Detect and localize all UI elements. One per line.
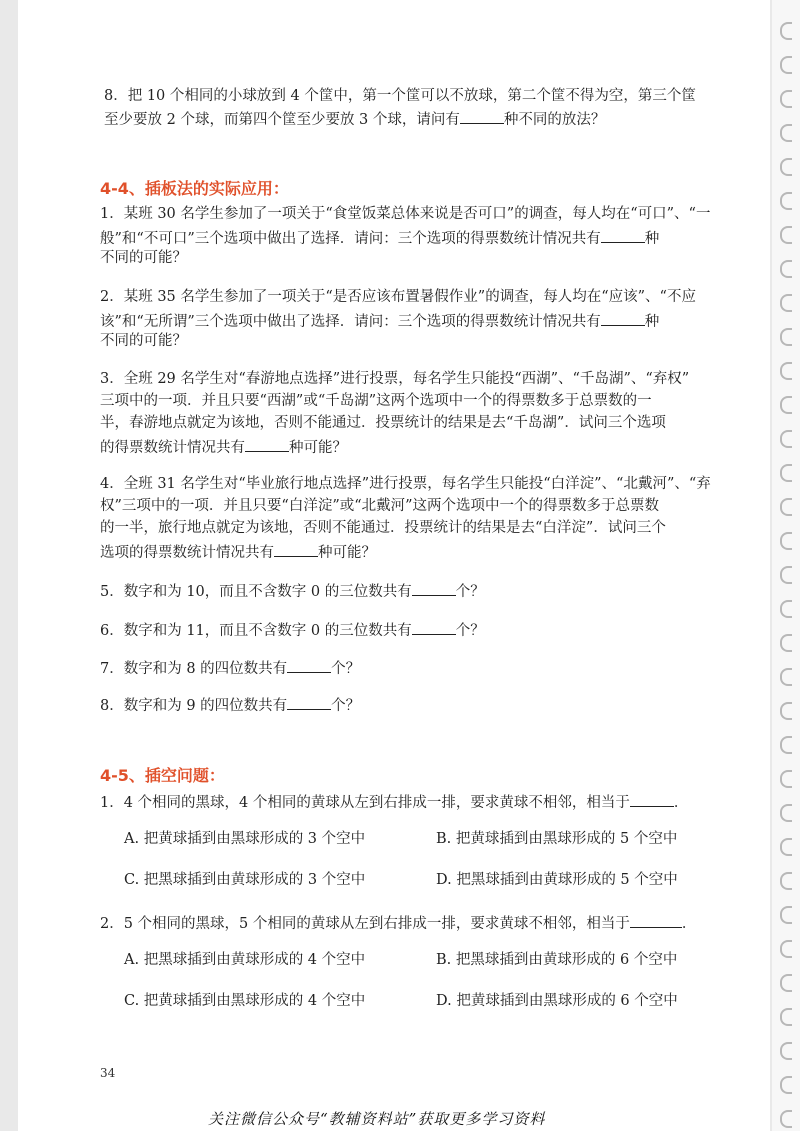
s44-q6: 6．数字和为 11，而且不含数字 0 的三位数共有 个？ [100, 623, 485, 639]
binding-ring [780, 634, 792, 652]
s45-q2-option-b[interactable]: B. 把黑球插到由黄球形成的 6 个空中 [436, 952, 678, 968]
binding-ring [780, 260, 792, 278]
s44-q1-line1: 1．某班 30 名学生参加了一项关于“食堂饭菜总体来说是否可口”的调查，每人均在“可口”、“一 [100, 206, 711, 222]
binding-ring [780, 1042, 792, 1060]
binding-ring [780, 736, 792, 754]
binding-ring [780, 906, 792, 924]
s45-q1-option-a[interactable]: A. 把黄球插到由黑球形成的 3 个空中 [124, 831, 366, 847]
s44-q2-line3: 不同的可能？ [100, 333, 187, 349]
s45-q2-option-c[interactable]: C. 把黄球插到由黑球形成的 4 个空中 [124, 993, 366, 1009]
s44-q4-line2: 权”三项中的一项．并且只要“白洋淀”或“北戴河”这两个选项中一个的得票数多于总票数 [100, 498, 660, 514]
s44-q7: 7．数字和为 8 的四位数共有 个？ [100, 661, 361, 677]
binding-ring [780, 158, 792, 176]
answer-blank[interactable] [287, 659, 331, 673]
binding-ring [780, 838, 792, 856]
binding-ring [780, 498, 792, 516]
binding-ring [780, 226, 792, 244]
s44-q2-line1: 2．某班 35 名学生参加了一项关于“是否应该布置暑假作业”的调查，每人均在“应该”、“不应 [100, 289, 696, 305]
binding-ring [780, 804, 792, 822]
binding-ring [780, 872, 792, 890]
binding-ring [780, 396, 792, 414]
s44-q1-line3: 不同的可能？ [100, 250, 187, 266]
binding-ring [780, 294, 792, 312]
binding-ring [780, 362, 792, 380]
binding-ring [780, 22, 792, 40]
binding-ring [780, 532, 792, 550]
s44-q3-line1: 3．全班 29 名学生对“春游地点选择”进行投票，每名学生只能投“西湖”、“千岛湖”、“弃权” [100, 371, 690, 387]
s45-q1-option-b[interactable]: B. 把黄球插到由黑球形成的 5 个空中 [436, 831, 678, 847]
s44-q5: 5．数字和为 10，而且不含数字 0 的三位数共有 个？ [100, 584, 485, 600]
binding-ring [780, 1076, 792, 1094]
s44-q8: 8．数字和为 9 的四位数共有 个？ [100, 698, 361, 714]
binding-ring [780, 974, 792, 992]
q8-line2: 至少要放 2 个球，而第四个筐至少要放 3 个球，请问有 种不同的放法？ [104, 112, 606, 128]
s45-q1-option-d[interactable]: D. 把黑球插到由黄球形成的 5 个空中 [436, 872, 678, 888]
s44-q4-line4: 选项的得票数统计情况共有 种可能？ [100, 545, 376, 561]
s44-q4-line3: 的一半，旅行地点就定为该地，否则不能通过．投票统计的结果是去“白洋淀”．试问三个 [100, 520, 666, 536]
s45-q1-stem: 1．4 个相同的黑球，4 个相同的黄球从左到右排成一排，要求黄球不相邻，相当于 ． [100, 795, 689, 811]
s45-q2-stem: 2．5 个相同的黑球，5 个相同的黄球从左到右排成一排，要求黄球不相邻，相当于 ． [100, 916, 697, 932]
answer-blank[interactable] [460, 110, 504, 124]
binding-ring [780, 566, 792, 584]
binding-ring [780, 600, 792, 618]
q8-line1: 8．把 10 个相同的小球放到 4 个筐中，第一个筐可以不放球，第二个筐不得为空，第三个筐 [104, 88, 696, 104]
page-number: 34 [100, 1066, 116, 1080]
footer-note: 关注微信公众号“教辅资料站”获取更多学习资料 [208, 1110, 546, 1128]
binding-ring [780, 328, 792, 346]
binding-ring [780, 1008, 792, 1026]
answer-blank[interactable] [630, 793, 674, 807]
answer-blank[interactable] [412, 582, 456, 596]
binding-rings [772, 0, 800, 1131]
answer-blank[interactable] [412, 621, 456, 635]
answer-blank[interactable] [630, 914, 682, 928]
answer-blank[interactable] [601, 312, 645, 326]
binding-ring [780, 464, 792, 482]
binding-ring [780, 702, 792, 720]
s44-q3-line3: 半，春游地点就定为该地，否则不能通过．投票统计的结果是去“千岛湖”．试问三个选项 [100, 415, 666, 431]
answer-blank[interactable] [245, 438, 289, 452]
binding-ring [780, 430, 792, 448]
binding-ring [780, 940, 792, 958]
binding-ring [780, 192, 792, 210]
binding-ring [780, 770, 792, 788]
binding-ring [780, 1110, 792, 1128]
answer-blank[interactable] [601, 229, 645, 243]
s44-q3-line4: 的得票数统计情况共有 种可能？ [100, 440, 347, 456]
binding-ring [780, 56, 792, 74]
binding-ring [780, 668, 792, 686]
binding-ring [780, 124, 792, 142]
answer-blank[interactable] [274, 543, 318, 557]
section-title-4-4: 4-4、插板法的实际应用： [100, 179, 289, 198]
s45-q2-option-a[interactable]: A. 把黑球插到由黄球形成的 4 个空中 [124, 952, 366, 968]
s45-q1-option-c[interactable]: C. 把黑球插到由黄球形成的 3 个空中 [124, 872, 366, 888]
s45-q2-option-d[interactable]: D. 把黄球插到由黑球形成的 6 个空中 [436, 993, 678, 1009]
s44-q2-line2: 该”和“无所谓”三个选项中做出了选择．请问：三个选项的得票数统计情况共有 种 [100, 314, 660, 330]
section-title-4-5: 4-5、插空问题： [100, 766, 225, 785]
binding-ring [780, 90, 792, 108]
s44-q4-line1: 4．全班 31 名学生对“毕业旅行地点选择”进行投票，每名学生只能投“白洋淀”、“北戴河”、“弃 [100, 476, 711, 492]
s44-q1-line2: 般”和“不可口”三个选项中做出了选择．请问：三个选项的得票数统计情况共有 种 [100, 231, 660, 247]
answer-blank[interactable] [287, 696, 331, 710]
s44-q3-line2: 三项中的一项．并且只要“西湖”或“千岛湖”这两个选项中一个的得票数多于总票数的一 [100, 393, 652, 409]
